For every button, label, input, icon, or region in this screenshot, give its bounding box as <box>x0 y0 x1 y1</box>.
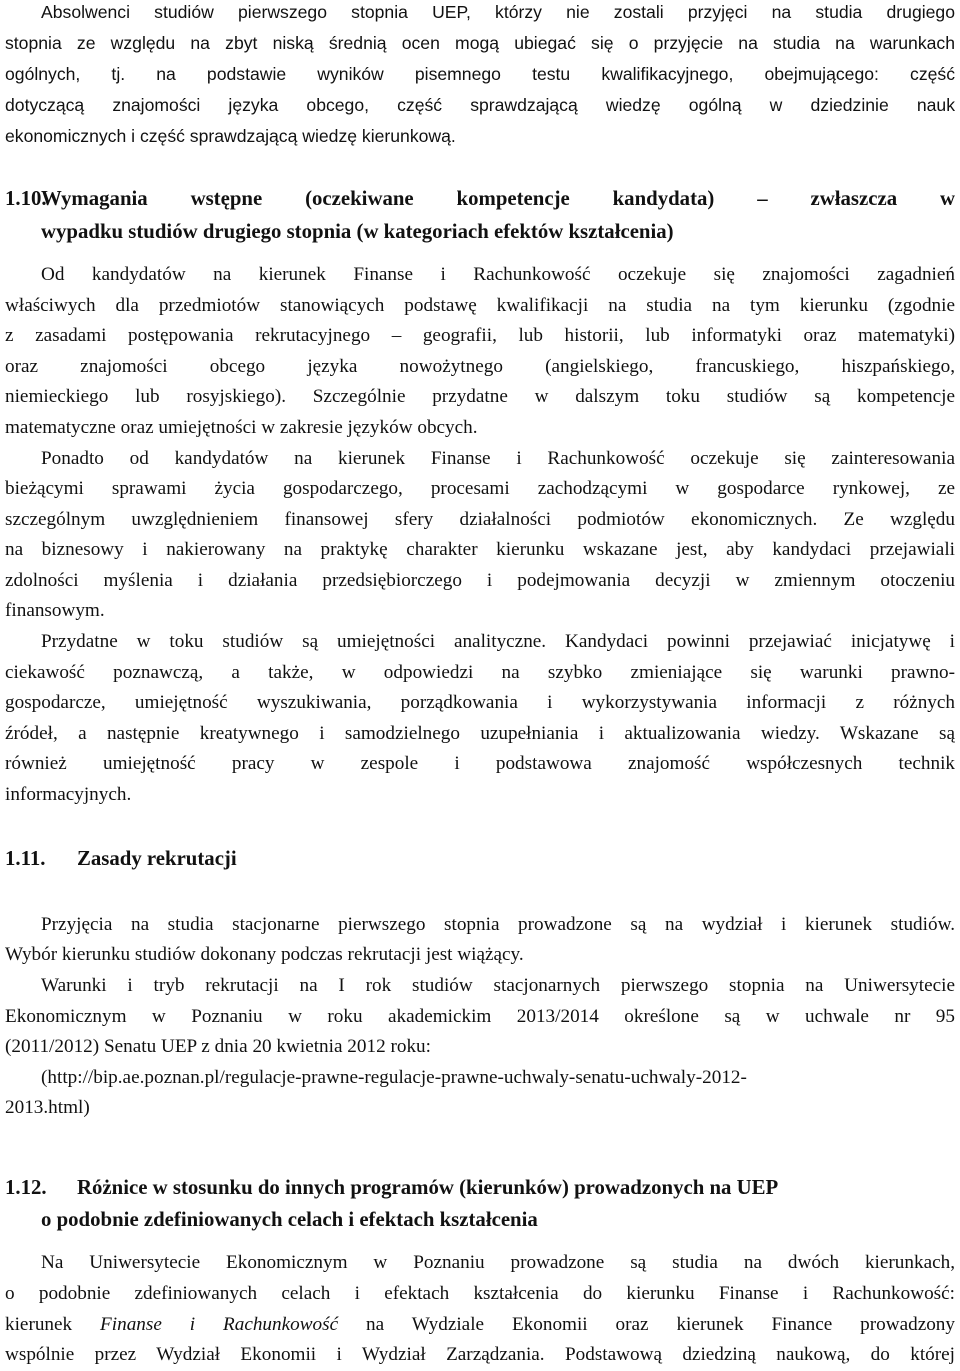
paragraph-line: oraz znajomości obcego języka nowożytnego (angielskiego, francuskiego, hiszpańskiego, <box>5 356 955 377</box>
paragraph-line: z zasadami postępowania rekrutacyjnego – geografii, lub historii, lub informatyki oraz matematyki) <box>5 325 955 346</box>
paragraph-line: o podobnie zdefiniowanych celach i efektach kształcenia do kierunku Finanse i Rachunkowość: <box>5 1283 955 1304</box>
url-line: (http://bip.ae.poznan.pl/regulacje-prawne-regulacje-prawne-uchwaly-senatu-uchwaly-2012- <box>41 1067 747 1088</box>
section-number: 1.12. <box>5 1176 47 1199</box>
paragraph-line: Przyjęcia na studia stacjonarne pierwszego stopnia prowadzone są na wydział i kierunek studiów. <box>41 914 955 935</box>
text-run: na Wydziale Ekonomii oraz kierunek Finance prowadzony <box>338 1314 955 1335</box>
paragraph-line: bieżącymi sprawami życia gospodarczego, procesami zachodzącymi w gospodarce rynkowej, ze <box>5 478 955 499</box>
paragraph-line: matematyczne oraz umiejętności w zakresie języków obcych. <box>5 417 478 438</box>
intro-line: stopnia ze względu na zbyt niską średnią ocen mogą ubiegać się o przyjęcie na studia na warunkach <box>5 33 955 53</box>
paragraph-line <box>5 1313 955 1337</box>
paragraph-line: finansowym. <box>5 600 105 621</box>
paragraph-line: ciekawość poznawczą, a także, w odpowiedzi na szybko zmieniające się warunki prawno- <box>5 662 955 683</box>
paragraph-line: Od kandydatów na kierunek Finanse i Rachunkowość oczekuje się znajomości zagadnień <box>41 264 955 285</box>
paragraph-line: gospodarcze, umiejętność wyszukiwania, porządkowania i wykorzystywania informacji z różnych <box>5 692 955 713</box>
intro-line: dotyczącą znajomości języka obcego, część sprawdzającą wiedzę ogólną w dziedzinie nauk <box>5 95 955 115</box>
intro-line: ekonomicznych i część sprawdzającą wiedzę kierunkową. <box>5 126 456 146</box>
intro-line: ogólnych, tj. na podstawie wyników pisemnego testu kwalifikacyjnego, obejmującego: część <box>5 64 955 84</box>
paragraph-line: źródeł, a następnie kreatywnego i samodzielnego uzupełniania i aktualizowania wiedzy. Wskazane są <box>5 723 955 744</box>
section-heading-text: Zasady rekrutacji <box>77 847 237 870</box>
paragraph-line: również umiejętność pracy w zespole i podstawowa znajomość współczesnych technik <box>5 753 955 774</box>
section-heading-text: Wymagania wstępne (oczekiwane kompetencje kandydata) – zwłaszcza w <box>41 187 955 210</box>
section-1-11-heading <box>5 847 955 871</box>
paragraph-line: (2011/2012) Senatu UEP z dnia 20 kwietnia 2012 roku: <box>5 1036 431 1057</box>
section-1-10-heading-cont: wypadku studiów drugiego stopnia (w kategoriach efektów kształcenia) <box>41 220 674 243</box>
paragraph-line: szczególnym uwzględnieniem finansowej sfery działalności podmiotów ekonomicznych. Ze względu <box>5 509 955 530</box>
paragraph-line: na biznesowy i nakierowany na praktykę charakter kierunku wskazane jest, aby kandydaci przejawiali <box>5 539 955 560</box>
section-number: 1.10. <box>5 187 47 210</box>
paragraph-line: zdolności myślenia i działania przedsiębiorczego i podejmowania decyzji w zmiennym otoczeniu <box>5 570 955 591</box>
paragraph-line: właściwych dla przedmiotów stanowiących podstawę kwalifikacji na studia na tym kierunku (zgodnie <box>5 295 955 316</box>
section-number: 1.11. <box>5 847 46 870</box>
paragraph-line: wspólnie przez Wydział Ekonomii i Wydział Zarządzania. Podstawową dziedziną naukową, do której <box>5 1344 955 1365</box>
text-run: kierunek <box>5 1314 101 1335</box>
url-line: 2013.html) <box>5 1097 90 1118</box>
paragraph-line: Ekonomicznym w Poznaniu w roku akademickim 2013/2014 określone są w uchwale nr 95 <box>5 1006 955 1027</box>
section-1-12-heading-cont: o podobnie zdefiniowanych celach i efektach kształcenia <box>41 1208 538 1231</box>
paragraph-line: Warunki i tryb rekrutacji na I rok studiów stacjonarnych pierwszego stopnia na Uniwersytecie <box>41 975 955 996</box>
intro-line: Absolwenci studiów pierwszego stopnia UEP, którzy nie zostali przyjęci na studia drugiego <box>41 2 955 22</box>
paragraph-line: Wybór kierunku studiów dokonany podczas rekrutacji jest wiążący. <box>5 944 524 965</box>
italic-program-name: Finanse i Rachunkowość <box>100 1314 339 1335</box>
section-1-12-heading <box>5 1176 955 1200</box>
section-1-10-heading <box>5 187 955 211</box>
section-heading-text: Różnice w stosunku do innych programów (kierunków) prowadzonych na UEP <box>77 1176 779 1199</box>
paragraph-line: informacyjnych. <box>5 784 132 805</box>
paragraph-line: Na Uniwersytecie Ekonomicznym w Poznaniu prowadzone są studia na dwóch kierunkach, <box>41 1252 955 1273</box>
paragraph-line: Ponadto od kandydatów na kierunek Finanse i Rachunkowość oczekuje się zainteresowania <box>41 448 955 469</box>
paragraph-line: niemieckiego lub rosyjskiego). Szczególnie przydatne w dalszym toku studiów są kompetencje <box>5 386 955 407</box>
paragraph-line: Przydatne w toku studiów są umiejętności analityczne. Kandydaci powinni przejawiać inicjatywę i <box>41 631 955 652</box>
